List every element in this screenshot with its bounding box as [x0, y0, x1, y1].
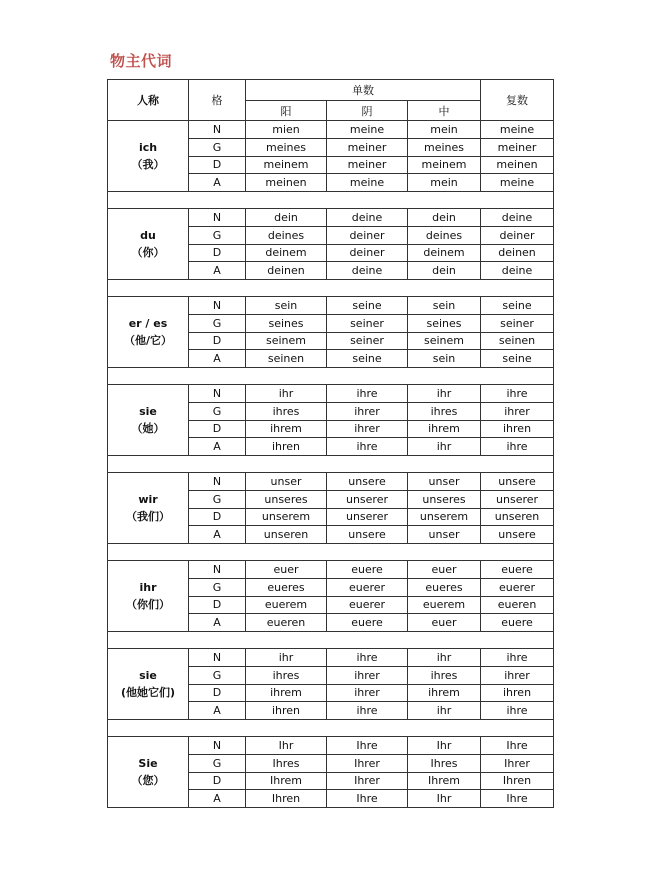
spacer-cell: [108, 192, 554, 209]
person-translation: （您）: [131, 774, 165, 787]
masculine-cell: ihres: [246, 402, 327, 420]
neuter-cell: euer: [408, 561, 481, 579]
masculine-cell: ihren: [246, 438, 327, 456]
table-row: [108, 473, 554, 491]
feminine-cell: seine: [327, 350, 408, 368]
person-translation: (他她它们): [120, 686, 176, 699]
feminine-cell: ihrer: [327, 666, 408, 684]
plural-cell: unseren: [481, 508, 554, 526]
case-cell: D: [189, 244, 246, 262]
feminine-cell: deiner: [327, 244, 408, 262]
person-name: sie: [139, 405, 157, 418]
masculine-cell: meines: [246, 138, 327, 156]
plural-cell: deinen: [481, 244, 554, 262]
plural-cell: meine: [481, 121, 554, 139]
plural-cell: unserer: [481, 490, 554, 508]
header-case: 格: [189, 80, 246, 121]
neuter-cell: unser: [408, 526, 481, 544]
case-cell: N: [189, 737, 246, 755]
masculine-cell: euer: [246, 561, 327, 579]
plural-cell: meinen: [481, 156, 554, 174]
neuter-cell: ihrem: [408, 420, 481, 438]
plural-cell: seine: [481, 297, 554, 315]
header-masculine: 阳: [246, 101, 327, 121]
masculine-cell: meinen: [246, 174, 327, 192]
masculine-cell: ihrem: [246, 420, 327, 438]
neuter-cell: Ihr: [408, 790, 481, 808]
table-row: [108, 649, 554, 667]
feminine-cell: meiner: [327, 138, 408, 156]
neuter-cell: ihres: [408, 666, 481, 684]
table-body: [108, 121, 554, 808]
plural-cell: eueren: [481, 596, 554, 614]
plural-cell: seinen: [481, 332, 554, 350]
neuter-cell: ihrem: [408, 684, 481, 702]
neuter-cell: dein: [408, 262, 481, 280]
plural-cell: seine: [481, 350, 554, 368]
case-cell: D: [189, 684, 246, 702]
plural-cell: seiner: [481, 314, 554, 332]
feminine-cell: ihrer: [327, 420, 408, 438]
case-cell: A: [189, 174, 246, 192]
plural-cell: meiner: [481, 138, 554, 156]
masculine-cell: Ihres: [246, 754, 327, 772]
case-cell: N: [189, 121, 246, 139]
case-cell: N: [189, 561, 246, 579]
person-cell: [108, 473, 189, 544]
person-translation: （我）: [131, 158, 165, 171]
feminine-cell: Ihrer: [327, 772, 408, 790]
person-cell: [108, 209, 189, 280]
neuter-cell: Ihres: [408, 754, 481, 772]
case-cell: G: [189, 226, 246, 244]
person-translation: （你）: [131, 246, 165, 259]
person-translation: （他/它）: [123, 334, 173, 347]
feminine-cell: euere: [327, 614, 408, 632]
case-cell: A: [189, 790, 246, 808]
person-cell: [108, 297, 189, 368]
masculine-cell: seinem: [246, 332, 327, 350]
feminine-cell: Ihre: [327, 737, 408, 755]
person-name: Sie: [138, 757, 158, 770]
masculine-cell: Ihren: [246, 790, 327, 808]
neuter-cell: Ihr: [408, 737, 481, 755]
masculine-cell: ihr: [246, 649, 327, 667]
masculine-cell: mien: [246, 121, 327, 139]
plural-cell: deiner: [481, 226, 554, 244]
plural-cell: ihre: [481, 385, 554, 403]
masculine-cell: seines: [246, 314, 327, 332]
feminine-cell: meiner: [327, 156, 408, 174]
page-title: 物主代词: [110, 52, 173, 70]
plural-cell: meine: [481, 174, 554, 192]
plural-cell: ihre: [481, 438, 554, 456]
person-translation: （你们）: [126, 598, 170, 611]
person-cell: [108, 561, 189, 632]
plural-cell: ihrer: [481, 402, 554, 420]
neuter-cell: unser: [408, 473, 481, 491]
feminine-cell: seiner: [327, 314, 408, 332]
plural-cell: euere: [481, 561, 554, 579]
masculine-cell: seinen: [246, 350, 327, 368]
masculine-cell: sein: [246, 297, 327, 315]
header-singular: 单数: [246, 80, 481, 101]
plural-cell: ihrer: [481, 666, 554, 684]
spacer-row: [108, 368, 554, 385]
feminine-cell: ihre: [327, 385, 408, 403]
neuter-cell: eueres: [408, 578, 481, 596]
plural-cell: ihren: [481, 684, 554, 702]
plural-cell: deine: [481, 262, 554, 280]
case-cell: D: [189, 332, 246, 350]
case-cell: D: [189, 508, 246, 526]
masculine-cell: ihrem: [246, 684, 327, 702]
case-cell: N: [189, 473, 246, 491]
neuter-cell: Ihrem: [408, 772, 481, 790]
neuter-cell: seinem: [408, 332, 481, 350]
neuter-cell: mein: [408, 174, 481, 192]
header-person: 人称: [108, 80, 189, 121]
case-cell: N: [189, 649, 246, 667]
feminine-cell: ihre: [327, 702, 408, 720]
spacer-cell: [108, 280, 554, 297]
person-cell: [108, 737, 189, 808]
person-name: er / es: [128, 317, 168, 330]
person-name: wir: [138, 493, 158, 506]
case-cell: N: [189, 209, 246, 227]
plural-cell: ihre: [481, 649, 554, 667]
neuter-cell: ihr: [408, 438, 481, 456]
case-cell: G: [189, 490, 246, 508]
neuter-cell: sein: [408, 350, 481, 368]
neuter-cell: meines: [408, 138, 481, 156]
feminine-cell: meine: [327, 174, 408, 192]
masculine-cell: ihr: [246, 385, 327, 403]
masculine-cell: ihren: [246, 702, 327, 720]
spacer-cell: [108, 632, 554, 649]
table-row: [108, 561, 554, 579]
header-feminine: 阴: [327, 101, 408, 121]
spacer-cell: [108, 720, 554, 737]
neuter-cell: meinem: [408, 156, 481, 174]
feminine-cell: meine: [327, 121, 408, 139]
masculine-cell: Ihrem: [246, 772, 327, 790]
masculine-cell: deinem: [246, 244, 327, 262]
feminine-cell: Ihre: [327, 790, 408, 808]
plural-cell: euerer: [481, 578, 554, 596]
spacer-row: [108, 632, 554, 649]
feminine-cell: seine: [327, 297, 408, 315]
feminine-cell: Ihrer: [327, 754, 408, 772]
neuter-cell: unserem: [408, 508, 481, 526]
case-cell: D: [189, 420, 246, 438]
person-cell: [108, 121, 189, 192]
case-cell: G: [189, 578, 246, 596]
plural-cell: euere: [481, 614, 554, 632]
neuter-cell: deinem: [408, 244, 481, 262]
feminine-cell: ihre: [327, 649, 408, 667]
case-cell: A: [189, 262, 246, 280]
neuter-cell: dein: [408, 209, 481, 227]
person-cell: [108, 385, 189, 456]
person-name: ihr: [139, 581, 157, 594]
plural-cell: deine: [481, 209, 554, 227]
plural-cell: unsere: [481, 526, 554, 544]
case-cell: D: [189, 156, 246, 174]
person-cell: [108, 649, 189, 720]
case-cell: A: [189, 526, 246, 544]
feminine-cell: ihrer: [327, 402, 408, 420]
plural-cell: Ihre: [481, 737, 554, 755]
feminine-cell: seiner: [327, 332, 408, 350]
table-row: [108, 121, 554, 139]
case-cell: G: [189, 666, 246, 684]
masculine-cell: eueres: [246, 578, 327, 596]
feminine-cell: deine: [327, 262, 408, 280]
case-cell: A: [189, 350, 246, 368]
spacer-cell: [108, 456, 554, 473]
neuter-cell: seines: [408, 314, 481, 332]
masculine-cell: euerem: [246, 596, 327, 614]
table-row: [108, 297, 554, 315]
case-cell: N: [189, 297, 246, 315]
case-cell: A: [189, 438, 246, 456]
masculine-cell: unser: [246, 473, 327, 491]
feminine-cell: unserer: [327, 490, 408, 508]
feminine-cell: ihre: [327, 438, 408, 456]
neuter-cell: ihr: [408, 702, 481, 720]
masculine-cell: ihres: [246, 666, 327, 684]
masculine-cell: deinen: [246, 262, 327, 280]
spacer-row: [108, 192, 554, 209]
feminine-cell: euerer: [327, 578, 408, 596]
plural-cell: Ihrer: [481, 754, 554, 772]
feminine-cell: ihrer: [327, 684, 408, 702]
feminine-cell: unserer: [327, 508, 408, 526]
table-row: [108, 737, 554, 755]
plural-cell: ihren: [481, 420, 554, 438]
masculine-cell: unseres: [246, 490, 327, 508]
feminine-cell: unsere: [327, 473, 408, 491]
masculine-cell: eueren: [246, 614, 327, 632]
spacer-row: [108, 456, 554, 473]
plural-cell: unsere: [481, 473, 554, 491]
neuter-cell: euerem: [408, 596, 481, 614]
masculine-cell: deines: [246, 226, 327, 244]
feminine-cell: unsere: [327, 526, 408, 544]
feminine-cell: deiner: [327, 226, 408, 244]
masculine-cell: dein: [246, 209, 327, 227]
masculine-cell: unserem: [246, 508, 327, 526]
plural-cell: Ihre: [481, 790, 554, 808]
case-cell: D: [189, 596, 246, 614]
masculine-cell: Ihr: [246, 737, 327, 755]
case-cell: G: [189, 402, 246, 420]
case-cell: N: [189, 385, 246, 403]
plural-cell: Ihren: [481, 772, 554, 790]
case-cell: D: [189, 772, 246, 790]
case-cell: G: [189, 754, 246, 772]
neuter-cell: mein: [408, 121, 481, 139]
case-cell: G: [189, 138, 246, 156]
spacer-row: [108, 280, 554, 297]
feminine-cell: euerer: [327, 596, 408, 614]
neuter-cell: ihres: [408, 402, 481, 420]
person-name: du: [140, 229, 156, 242]
header-plural: 复数: [481, 80, 554, 121]
case-cell: A: [189, 614, 246, 632]
neuter-cell: sein: [408, 297, 481, 315]
possessive-pronoun-table: [107, 79, 554, 808]
neuter-cell: euer: [408, 614, 481, 632]
case-cell: A: [189, 702, 246, 720]
spacer-row: [108, 544, 554, 561]
feminine-cell: euere: [327, 561, 408, 579]
plural-cell: ihre: [481, 702, 554, 720]
masculine-cell: unseren: [246, 526, 327, 544]
neuter-cell: ihr: [408, 649, 481, 667]
spacer-cell: [108, 368, 554, 385]
neuter-cell: ihr: [408, 385, 481, 403]
header-neuter: 中: [408, 101, 481, 121]
feminine-cell: deine: [327, 209, 408, 227]
person-translation: （她）: [131, 422, 165, 435]
masculine-cell: meinem: [246, 156, 327, 174]
person-name: ich: [138, 141, 158, 154]
table-row: [108, 385, 554, 403]
neuter-cell: unseres: [408, 490, 481, 508]
case-cell: G: [189, 314, 246, 332]
person-translation: （我们）: [126, 510, 170, 523]
neuter-cell: deines: [408, 226, 481, 244]
spacer-row: [108, 720, 554, 737]
spacer-cell: [108, 544, 554, 561]
table-row: [108, 209, 554, 227]
person-name: sie: [139, 669, 157, 682]
